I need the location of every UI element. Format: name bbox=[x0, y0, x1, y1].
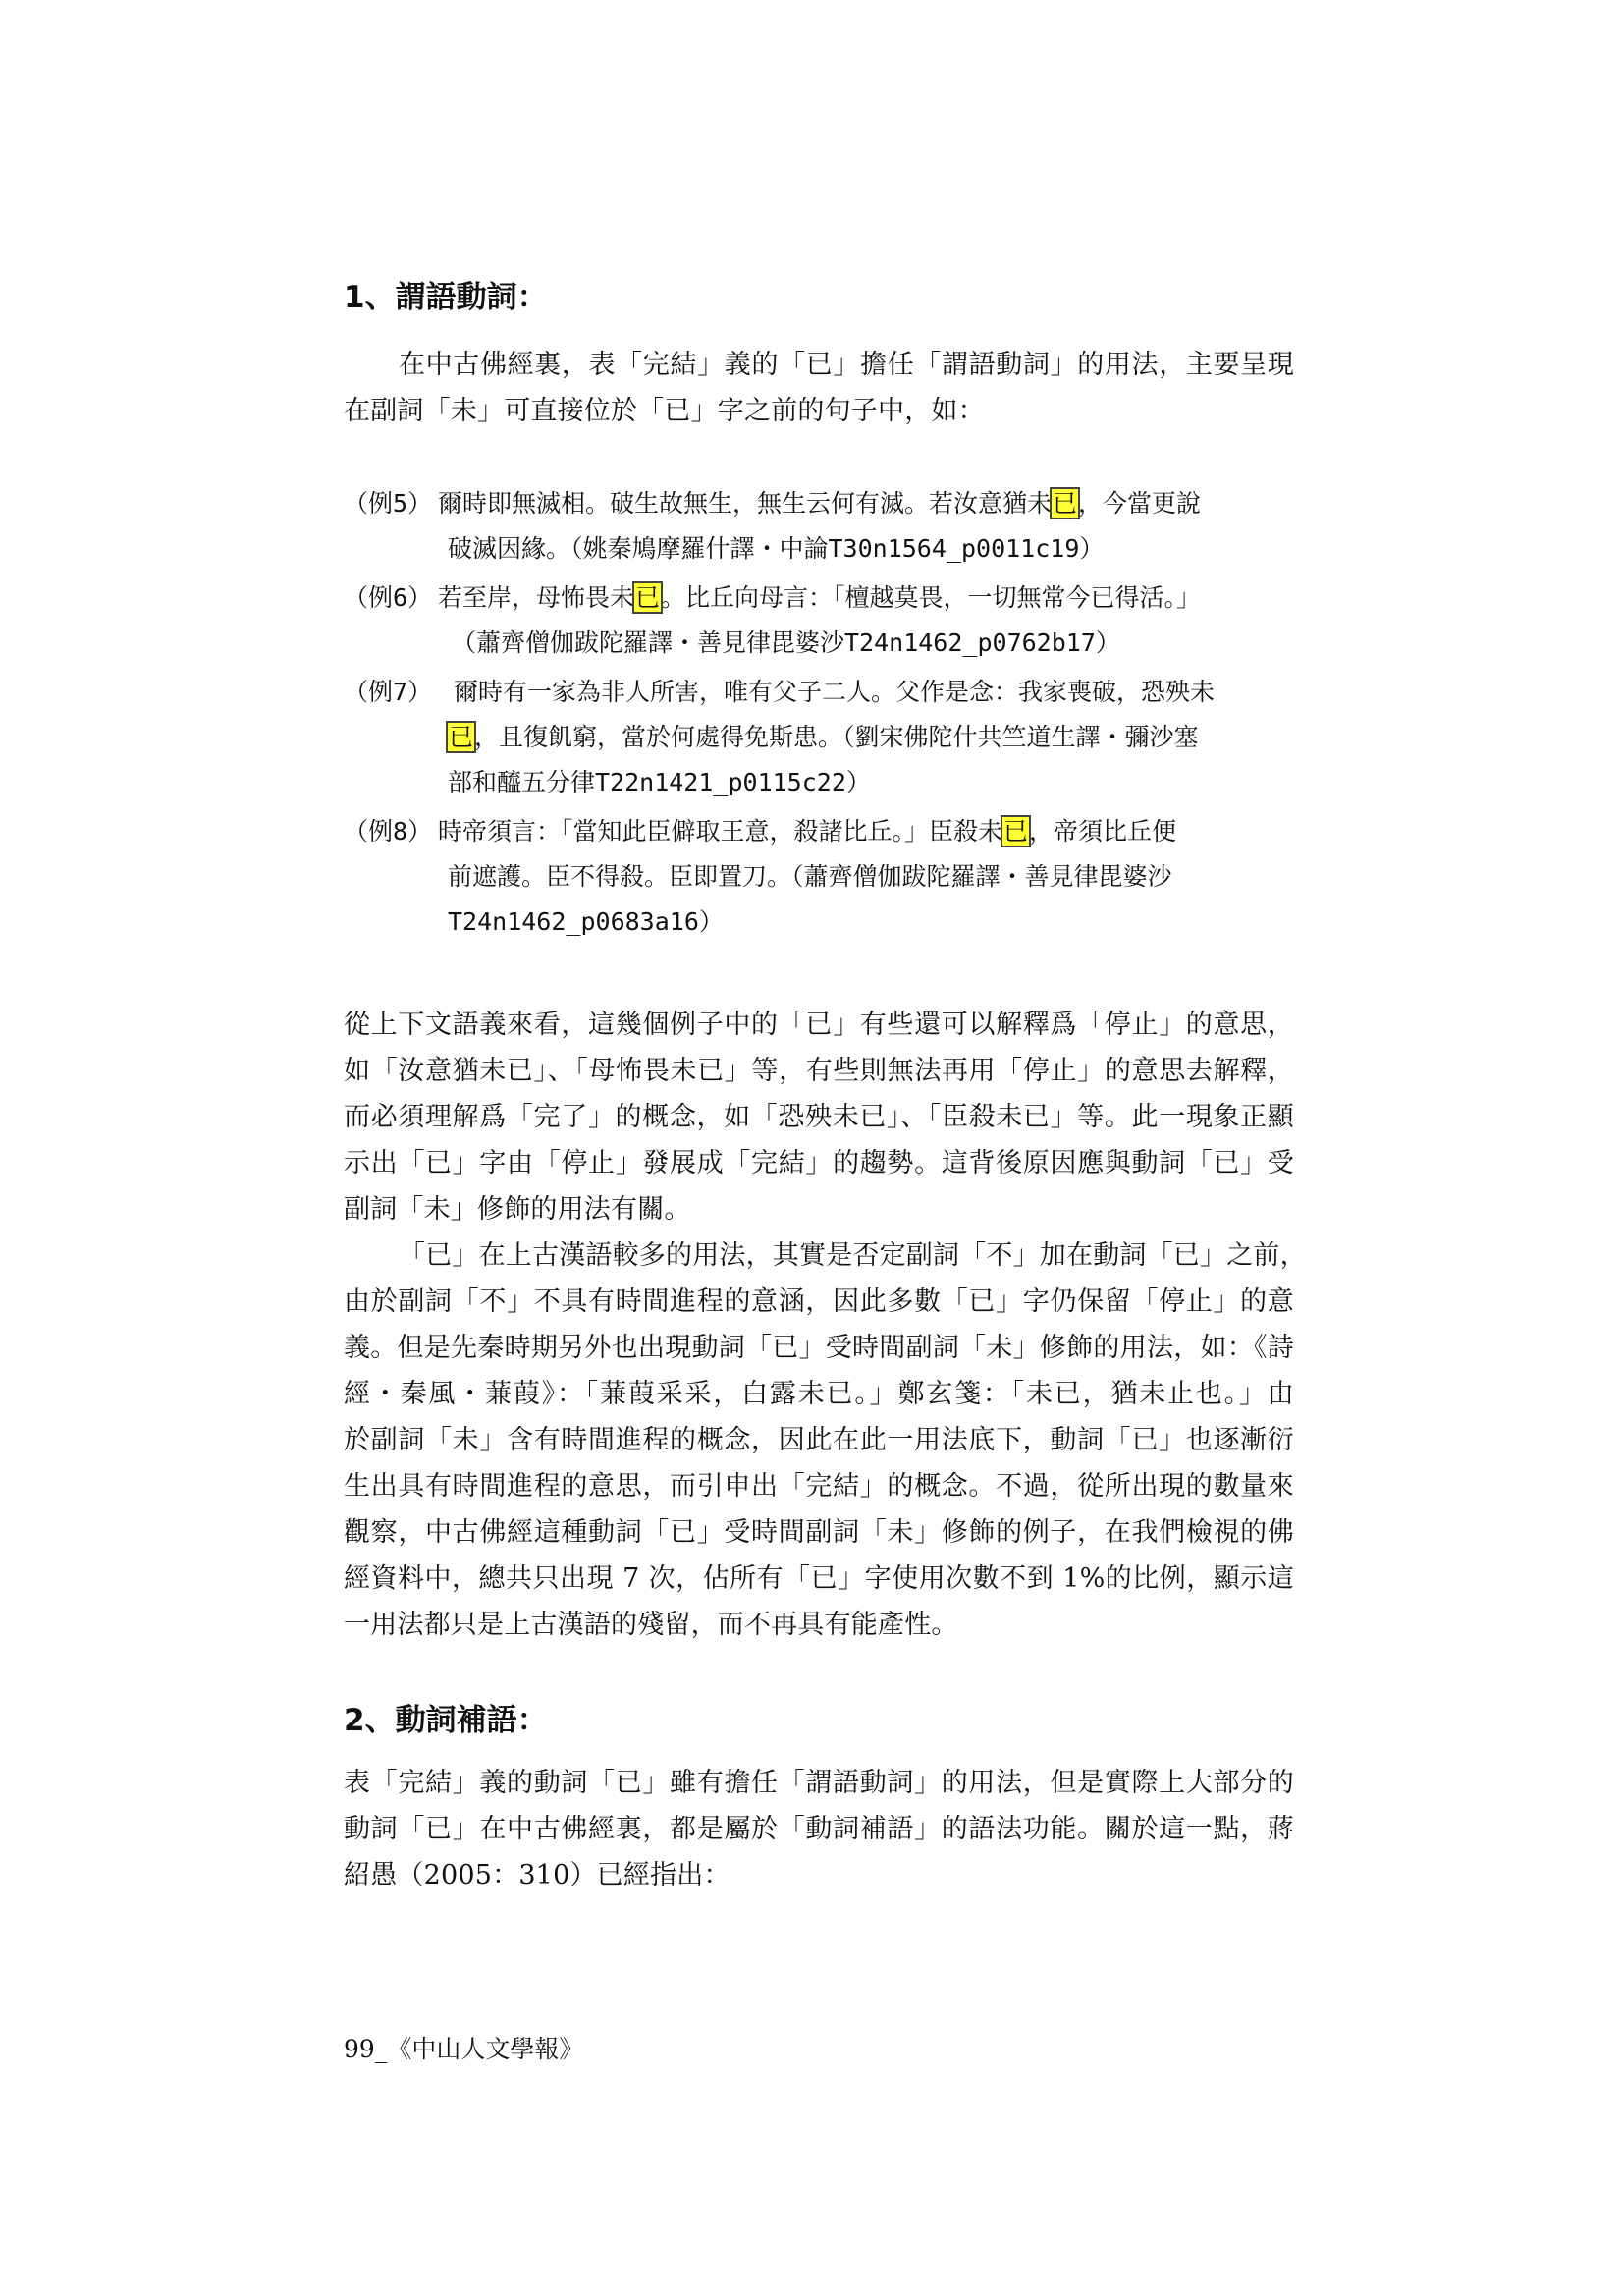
example-line bbox=[438, 481, 1201, 526]
example-text: 若至岸，母怖畏未 bbox=[438, 583, 635, 612]
example-line bbox=[448, 715, 1199, 760]
intro-paragraph bbox=[344, 342, 1294, 434]
text-line: 「已」在上古漢語較多的用法，其實是否定副詞「不」加在動詞「已」之前， bbox=[399, 1240, 1307, 1271]
example-text: 爾時即無滅相。破生故無生，無生云何有滅。若汝意猶未 bbox=[438, 489, 1053, 518]
text-line: 由於副詞「不」不具有時間進程的意涵，因此多數「已」字仍保留「停止」的意 bbox=[344, 1286, 1294, 1317]
example-line bbox=[438, 809, 1176, 854]
example-label: （例8） bbox=[344, 817, 433, 846]
example-text: T24n1462_p0683a16） bbox=[448, 907, 724, 936]
text-line: 紹愚（2005：310）已經指出： bbox=[344, 1860, 730, 1890]
example-text: 前遮護。臣不得殺。臣即置刀。（蕭齊僧伽跋陀羅譯・善見律毘婆沙 bbox=[448, 862, 1172, 891]
example-line bbox=[454, 670, 1215, 715]
example-label: （例6） bbox=[344, 583, 433, 612]
highlighted-character: 已 bbox=[1003, 817, 1029, 846]
example-line bbox=[448, 854, 1172, 900]
text-line: 生出具有時間進程的意思，而引申出「完結」的概念。不過，從所出現的數量來 bbox=[344, 1471, 1294, 1502]
text-line: 經・秦風・蒹葭》：「蒹葭采采，白露未已。」鄭玄箋：「未已，猶未止也。」由 bbox=[344, 1379, 1294, 1409]
text-line: 一用法都只是上古漢語的殘留，而不再具有能產性。 bbox=[344, 1610, 958, 1640]
text-line: 動詞「已」在中古佛經裏，都是屬於「動詞補語」的語法功能。關於這一點，蔣 bbox=[344, 1814, 1294, 1844]
example-line bbox=[448, 760, 871, 805]
example-text: 部和醯五分律T22n1421_p0115c22） bbox=[448, 768, 871, 796]
text-line: 副詞「未」修飾的用法有關。 bbox=[344, 1194, 691, 1225]
example-line bbox=[448, 526, 1104, 572]
text-line: 示出「已」字由「停止」發展成「完結」的趨勢。這背後原因應與動詞「已」受 bbox=[344, 1148, 1294, 1178]
text-line: 在中古佛經裏，表「完結」義的「已」擔任「謂語動詞」的用法，主要呈現 bbox=[399, 350, 1294, 380]
discussion-paragraph-1 bbox=[344, 1002, 1294, 1232]
example-text: 爾時有一家為非人所害，唯有父子二人。父作是念：我家喪破，恐殃未 bbox=[454, 678, 1216, 706]
example-line bbox=[448, 900, 724, 945]
section-heading-2: 2、動詞補語： bbox=[344, 1703, 548, 1738]
example-text: 時帝須言：「當知此臣僻取王意，殺諸比丘。」臣殺未 bbox=[438, 817, 1003, 846]
text-line: 如「汝意猶未已」、「母怖畏未已」等，有些則無法再用「停止」的意思去解釋， bbox=[344, 1056, 1294, 1086]
example-text: 破滅因緣。（姚秦鳩摩羅什譯・中論T30n1564_p0011c19） bbox=[448, 534, 1105, 563]
highlighted-character: 已 bbox=[1053, 489, 1078, 518]
discussion-paragraph-2 bbox=[344, 1232, 1307, 1648]
text-line: 觀察，中古佛經這種動詞「已」受時間副詞「未」修飾的例子，在我們檢視的佛 bbox=[344, 1517, 1294, 1548]
text-line: 於副詞「未」含有時間進程的概念，因此在此一用法底下，動詞「已」也逐漸衍 bbox=[344, 1425, 1294, 1455]
example-text: ，且復飢窮，當於何處得免斯患。（劉宋佛陀什共竺道生譯・彌沙塞 bbox=[474, 723, 1199, 751]
journal-title: _《中山人文學報》 bbox=[374, 2035, 584, 2063]
examples-block bbox=[344, 481, 1294, 962]
text-line: 經資料中，總共只出現 7 次，佔所有「已」字使用次數不到 1%的比例，顯示這 bbox=[344, 1563, 1294, 1594]
example-text: 。比丘向母言：「檀越莫畏，一切無常今已得活。」 bbox=[661, 583, 1202, 612]
section-heading-1: 1、謂語動詞： bbox=[344, 280, 548, 315]
example-text: ，今當更說 bbox=[1078, 489, 1202, 518]
text-line: 表「完結」義的動詞「已」雖有擔任「謂語動詞」的用法，但是實際上大部分的 bbox=[344, 1768, 1294, 1798]
page-footer bbox=[344, 2033, 583, 2066]
section2-paragraph bbox=[344, 1760, 1294, 1898]
example-text: ，帝須比丘便 bbox=[1029, 817, 1177, 846]
example-line bbox=[452, 621, 1120, 666]
example-label: （例5） bbox=[344, 489, 433, 518]
text-line: 而必須理解爲「完了」的概念，如「恐殃未已」、「臣殺未已」等。此一現象正顯 bbox=[344, 1102, 1294, 1132]
highlighted-character: 已 bbox=[449, 723, 474, 751]
page-number: 99 bbox=[344, 2035, 375, 2063]
text-line: 義。但是先秦時期另外也出現動詞「已」受時間副詞「未」修飾的用法，如：《詩 bbox=[344, 1333, 1294, 1363]
text-line: 從上下文語義來看，這幾個例子中的「已」有些還可以解釋爲「停止」的意思， bbox=[344, 1010, 1294, 1040]
text-line: 在副詞「未」可直接位於「已」字之前的句子中，如： bbox=[344, 396, 985, 426]
example-line bbox=[438, 575, 1201, 621]
example-text: （蕭齊僧伽跋陀羅譯・善見律毘婆沙T24n1462_p0762b17） bbox=[452, 629, 1120, 657]
example-label: （例7） bbox=[344, 678, 433, 706]
highlighted-character: 已 bbox=[635, 583, 661, 612]
